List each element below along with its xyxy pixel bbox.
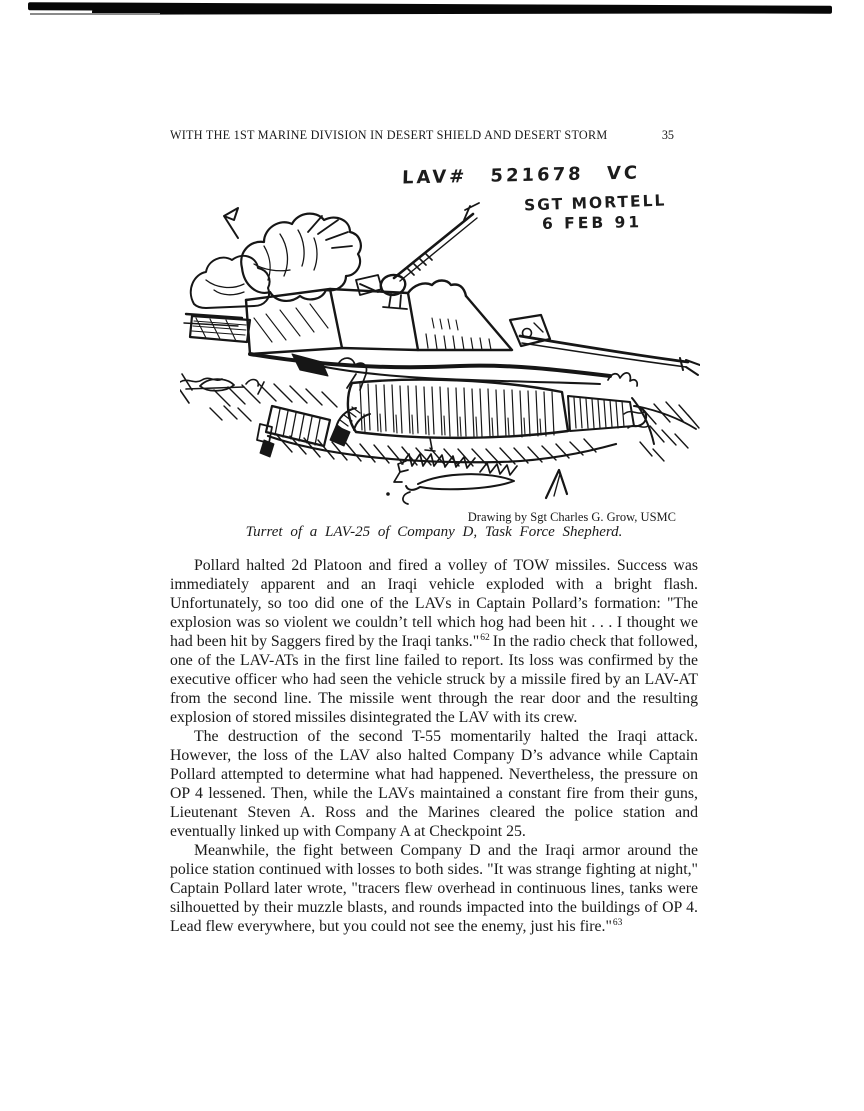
header-title: WITH THE 1ST MARINE DIVISION IN DESERT SHIELD AND DESERT STORM bbox=[170, 128, 608, 142]
footnote-marker: 63 bbox=[612, 918, 623, 928]
paragraph-text: The destruction of the second T-55 momentarily halted the Iraqi attack. However, the loss of the LAV also halted Company D’s advance while Captain Pollard attempted to determine what had happened. Nevertheless, the pressure on OP 4 lessened. Then, while the LAVs maintained a constant fire from their guns, Lieutenant Steven A. Ross and the Marines cleared the police station and eventually linked up with Company A at Checkpoint 25. bbox=[170, 728, 698, 840]
handwritten-lav-number: LAV# 521678 VC bbox=[401, 162, 641, 189]
figure-credit: Drawing by Sgt Charles G. Grow, USMC bbox=[467, 510, 676, 524]
figure bbox=[180, 162, 700, 514]
footnote-marker: 62 bbox=[480, 633, 490, 643]
running-header bbox=[170, 128, 698, 143]
figure-caption: Turret of a LAV-25 of Company D, Task Force Shepherd. bbox=[245, 524, 623, 540]
scan-artifact-bar-top-2 bbox=[92, 8, 798, 14]
handwritten-signature: SGT MORTELL bbox=[523, 191, 667, 215]
handwritten-date: 6 FEB 91 bbox=[541, 213, 643, 233]
scan-artifact-smear bbox=[30, 13, 160, 15]
paragraph-text: Meanwhile, the fight between Company D and the Iraqi armor around the police station continued with losses to both sides. "It was strange fighting at night," Captain Pollard later wrote, "tracers flew overhead in continuous lines, tanks were silhouetted by their muzzle blasts, and rounds impacted into the buildings of OP 4. Lead flew everywhere, but you could not see the enemy, just his fire." bbox=[170, 842, 698, 935]
body-paragraph bbox=[170, 556, 698, 727]
body-paragraph bbox=[170, 841, 698, 936]
body-paragraph bbox=[170, 727, 698, 841]
page-number: 35 bbox=[661, 128, 674, 142]
paragraph-text: Pollard halted 2d Platoon and fired a volley of TOW missiles. Success was immediately apparent and an Iraqi vehicle exploded with a bright flash. Unfortunately, so too did one of the LAVs in Captain Pollard’s formation: "The explosion was so violent we couldn’t tell which hog had been hit . . . I thought we had been hit by Saggers fired by the Iraqi tanks." bbox=[170, 557, 698, 650]
body-text bbox=[170, 556, 698, 936]
paragraph-text: In the radio check that followed, one of the LAV-ATs in the first line failed to report. Its loss was confirmed by the executive officer who had seen the vehicle struck by a missile fired by an LAV-AT from the second line. The missile went through the rear door and the resulting explosion of stored missiles disintegrated the LAV with its crew. bbox=[170, 633, 698, 726]
